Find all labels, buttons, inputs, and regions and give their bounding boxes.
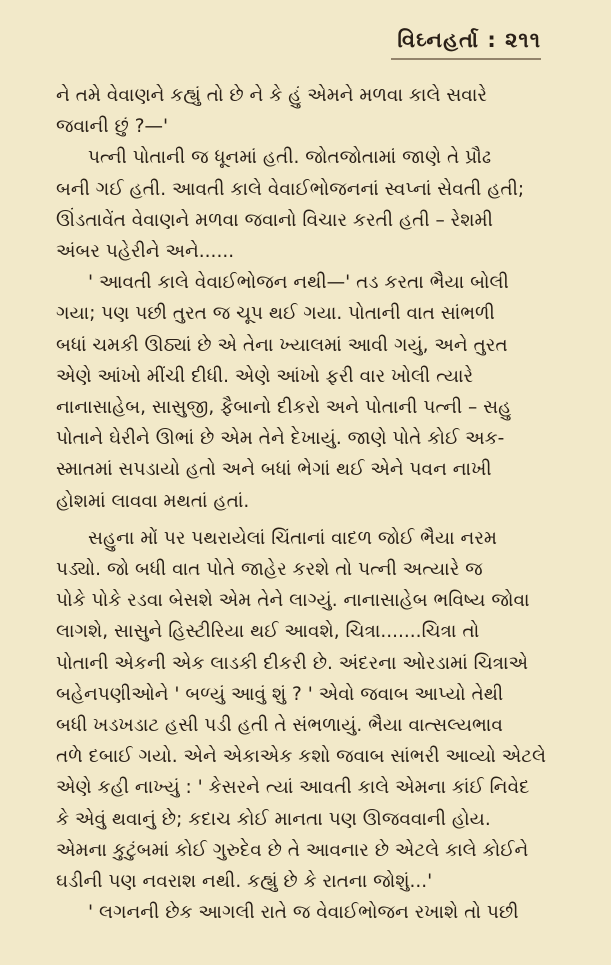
text-line: ઘડીની પણ નવરાશ નથી. કહ્યું છે કે રાતના જોશું...' xyxy=(56,871,433,893)
text-line: ને તમે વેવાણને કહ્યું તો છે ને કે હું એમને મળવા કાલે સવારે xyxy=(56,85,487,106)
header-decorative-rule xyxy=(391,55,541,60)
text-line: હોશમાં લાવવા મથતાં હતાં. xyxy=(56,490,250,512)
text-line: બધી ખડખડાટ હસી પડી હતી તે સંભળાયું. ભૈયા વાત્સલ્યભાવ xyxy=(56,715,503,737)
text-line: લાગશે, સાસુને હિસ્ટીરિયા થઈ આવશે, ચિત્રા.......ચિત્રા તો xyxy=(56,621,480,643)
text-line: બધાં ચમકી ઊઠ્યાં છે એ તેના ખ્યાલમાં આવી ગયું, અને તુરત xyxy=(56,334,508,356)
text-line: તળે દબાઈ ગયો. એને એકાએક કશો જવાબ સાંભરી આવ્યો એટલે xyxy=(56,746,547,768)
text-line: પત્ની પોતાની જ ધૂનમાં હતી. જોતજોતામાં જાણે તે પ્રૌઢ xyxy=(88,147,492,169)
text-line: ' લગનની છેક આગલી રાતે જ વેવાઈભોજન રખાશે તો પછી xyxy=(88,902,519,924)
text-line: બહેનપણીઓને ' બળ્યું આવું શું ? ' એવો જવાબ આપ્યો તેથી xyxy=(56,683,504,705)
text-line: પોકે પોકે રડવા બેસશે એમ તેને લાગ્યું. નાનાસાહેબ ભવિષ્ય જોવા xyxy=(56,590,530,612)
body-text xyxy=(56,80,566,928)
text-line: બની ગઈ હતી. આવતી કાલે વેવાઈભોજનનાં સ્વપ્નાં સેવતી હતી; xyxy=(56,178,525,200)
text-line: એમના કુટુંબમાં કોઈ ગુરુદેવ છે તે આવનાર છે એટલે કાલે કોઈને xyxy=(56,839,529,861)
text-line: ' આવતી કાલે વેવાઈભોજન નથી—' તડ કરતા ભૈયા બોલી xyxy=(88,272,509,294)
text-line: સહુના મોં પર પથરાયેલાં ચિંતાનાં વાદળ જોઈ ભૈયા નરમ xyxy=(88,527,497,549)
text-line: કે એવું થવાનું છે; કદાચ કોઈ માનતા પણ ઊજવવાની હોય. xyxy=(56,808,491,830)
text-line: અંબર પહેરીને અને...... xyxy=(56,241,235,263)
paragraph-1 xyxy=(56,80,566,142)
paragraph-2 xyxy=(56,142,566,267)
paragraph-3 xyxy=(56,267,566,517)
header-title: વિઘ્નહર્તા : ૨૧૧ xyxy=(397,28,541,52)
text-line: ગયા; પણ પછી તુરત જ ચૂપ થઈ ગયા. પોતાની વાત સાંભળી xyxy=(56,303,495,325)
paragraph-4 xyxy=(56,523,566,897)
paragraph-5 xyxy=(56,897,566,928)
text-line: પોતાની એકની એક લાડકી દીકરી છે. અંદરના ઓરડામાં ચિત્રાએ xyxy=(56,652,529,674)
text-line: એણે કહી નાખ્યું : ' કેસરને ત્યાં આવતી કાલે એમના કાંઈ નિવેદ xyxy=(56,777,530,799)
text-line: પડ્યો. જો બધી વાત પોતે જાહેર કરશે તો પત્ની અત્યારે જ xyxy=(56,559,483,581)
text-line: પોતાને ઘેરીને ઊભાં છે એમ તેને દેખાયું. જાણે પોતે કોઈ અક- xyxy=(56,428,505,450)
text-line: જવાની છું ?—' xyxy=(56,116,169,138)
text-line: એણે આંખો મીંચી દીધી. એણે આંખો ફરી વાર ખોલી ત્યારે xyxy=(56,365,474,387)
text-line: નાનાસાહેબ, સાસુજી, ફૈબાનો દીકરો અને પોતાની પત્ની – સહુ xyxy=(56,397,512,419)
running-header xyxy=(391,28,541,60)
text-line: ઊંડતાવેંત વેવાણને મળવા જવાનો વિચાર કરતી હતી – રેશમી xyxy=(56,209,493,231)
text-line: સ્માતમાં સપડાયો હતો અને બધાં ભેગાં થઈ એને પવન નાખી xyxy=(56,459,492,481)
